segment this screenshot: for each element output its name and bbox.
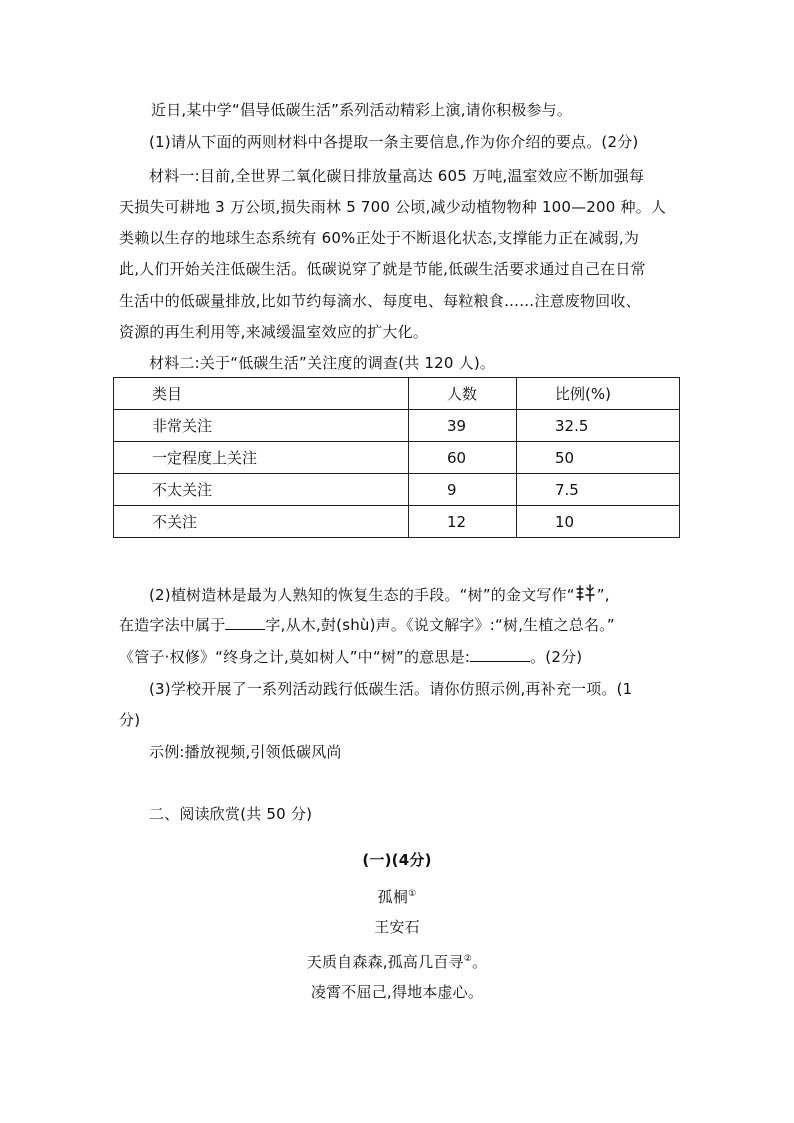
intro-text: 近日,某中学“倡导低碳生活”系列活动精彩上演,请你积极参与。 bbox=[151, 101, 573, 119]
poem-line-text: 天质自森森,孤高几百寻 bbox=[306, 953, 464, 971]
question-2-text: 《管子·权修》“终身之计,莫如树人”中“树”的意思是: bbox=[119, 648, 471, 666]
poem-title-text: 孤桐 bbox=[377, 888, 409, 906]
poem-line-end: 。 bbox=[472, 953, 488, 971]
question-2-text: (2)植树造林是最为人熟知的恢复生态的手段。“树”的金文写作“ bbox=[149, 586, 575, 604]
poem-line bbox=[0, 949, 794, 972]
bronze-script-character-icon bbox=[575, 583, 597, 608]
question-2-text: 字,从木,尌(shù)声。《说文解字》:“树,生植之总名。” bbox=[265, 616, 615, 634]
material-1-line: 此,人们开始关注低碳生活。低碳说穿了就是节能,低碳生活要求通过自己在日常 bbox=[119, 260, 646, 278]
material-1-line: 资源的再生利用等,来减缓温室效应的扩大化。 bbox=[119, 323, 428, 341]
poem-author: 王安石 bbox=[374, 918, 420, 936]
table-row bbox=[114, 442, 680, 474]
question-3-line: (3)学校开展了一系列活动践行低碳生活。请你仿照示例,再补充一项。(1 bbox=[149, 680, 633, 698]
question-3-line: 分) bbox=[119, 711, 141, 729]
table-header-cell: 人数 bbox=[409, 378, 517, 410]
material-1-line: 类赖以生存的地球生态系统有 60%正处于不断退化状态,支撑能力正在减弱,为 bbox=[119, 229, 640, 247]
table-cell: 10 bbox=[517, 506, 680, 538]
question-2-text: 。(2分) bbox=[530, 648, 583, 666]
table-row bbox=[114, 410, 680, 442]
table-cell: 非常关注 bbox=[114, 410, 409, 442]
material-1-line: 生活中的低碳量排放,比如节约每滴水、每度电、每粒粮食……注意废物回收、 bbox=[119, 292, 641, 310]
question-2-line bbox=[149, 583, 610, 608]
material-2-text: 材料二:关于“低碳生活”关注度的调查(共 120 人)。 bbox=[149, 354, 496, 372]
table-cell: 7.5 bbox=[517, 474, 680, 506]
example-text: 示例:播放视频,引领低碳风尚 bbox=[149, 743, 342, 761]
footnote-marker: ② bbox=[463, 954, 473, 964]
survey-table bbox=[113, 377, 680, 538]
answer-blank[interactable] bbox=[470, 647, 530, 662]
table-cell: 50 bbox=[517, 442, 680, 474]
table-cell: 不关注 bbox=[114, 506, 409, 538]
question-1: (1)请从下面的两则材料中各提取一条主要信息,作为你介绍的要点。(2分) bbox=[149, 133, 639, 151]
table-cell: 39 bbox=[409, 410, 517, 442]
table-cell: 60 bbox=[409, 442, 517, 474]
table-header-row bbox=[114, 378, 680, 410]
footnote-marker: ① bbox=[408, 889, 417, 899]
answer-blank[interactable] bbox=[225, 615, 265, 630]
question-2-text: ”, bbox=[596, 586, 610, 604]
table-header-cell: 比例(%) bbox=[517, 378, 680, 410]
material-1-line: 材料一:目前,全世界二氧化碳日排放量高达 605 万吨,温室效应不断加强每 bbox=[149, 167, 645, 185]
poem-line: 凌霄不屈己,得地本虚心。 bbox=[310, 983, 484, 1001]
table-row bbox=[114, 474, 680, 506]
question-2-text: 在造字法中属于 bbox=[119, 616, 226, 634]
question-2-line bbox=[119, 615, 615, 635]
table-cell: 不太关注 bbox=[114, 474, 409, 506]
table-cell: 12 bbox=[409, 506, 517, 538]
poem-title bbox=[0, 884, 794, 907]
question-2-line bbox=[119, 647, 582, 667]
part-heading: (一)(4分) bbox=[362, 851, 432, 869]
table-cell: 32.5 bbox=[517, 410, 680, 442]
table-cell: 9 bbox=[409, 474, 517, 506]
section-heading: 二、阅读欣赏(共 50 分) bbox=[149, 805, 313, 823]
table-cell: 一定程度上关注 bbox=[114, 442, 409, 474]
table-header-cell: 类目 bbox=[114, 378, 409, 410]
material-1-line: 天损失可耕地 3 万公顷,损失雨林 5 700 公顷,减少动植物物种 100—200 种。人 bbox=[119, 198, 667, 216]
table-row bbox=[114, 506, 680, 538]
